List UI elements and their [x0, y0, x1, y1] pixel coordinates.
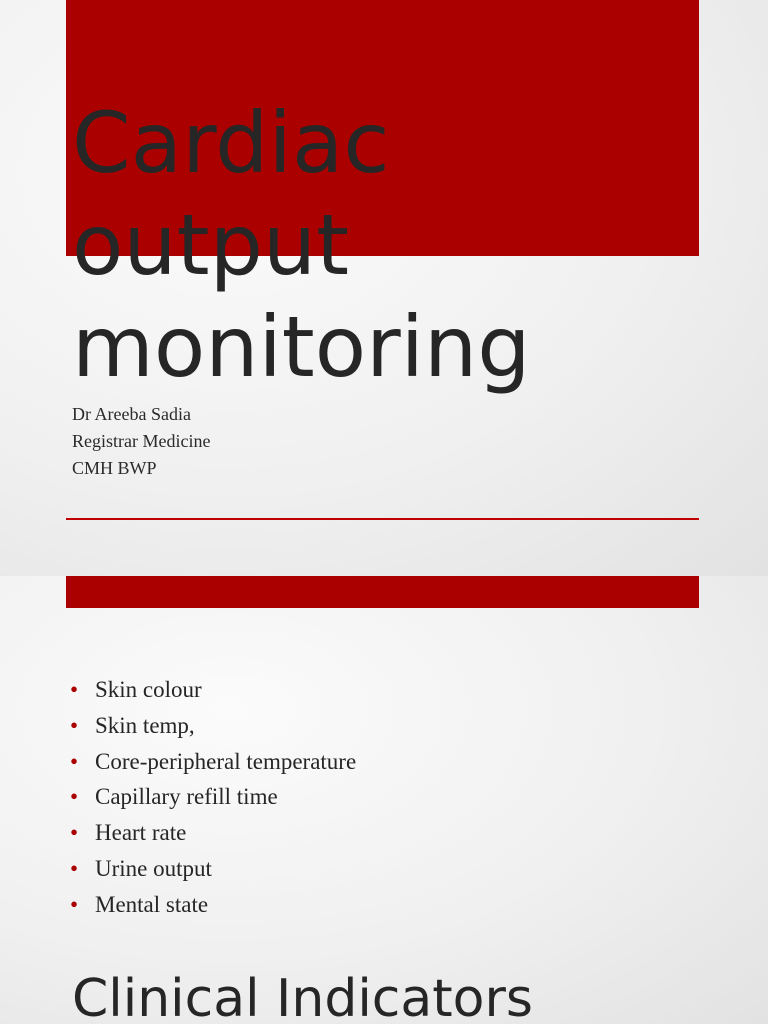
bullet-icon: •	[70, 784, 79, 810]
list-item	[70, 815, 356, 851]
bullet-icon: •	[70, 677, 79, 702]
slide-title	[72, 92, 692, 398]
list-item-text: Mental state	[95, 891, 209, 917]
title-line: monitoring	[72, 298, 531, 396]
list-item	[70, 851, 356, 887]
list-item-text: Heart rate	[95, 820, 187, 846]
list-item	[70, 887, 356, 923]
bullet-icon: •	[70, 855, 79, 881]
list-item-text: Skin colour	[95, 677, 202, 702]
list-item	[70, 708, 356, 744]
bullet-icon: •	[70, 712, 79, 738]
title-line: Cardiac	[72, 94, 390, 192]
list-item	[70, 672, 356, 708]
bullet-icon: •	[70, 891, 79, 917]
list-item-text: Core-peripheral temperature	[95, 748, 357, 774]
list-item-text: Urine output	[95, 855, 212, 881]
author-name: Dr Areeba Sadia	[72, 404, 191, 424]
list-item-text: Capillary refill time	[95, 784, 278, 810]
divider-line	[66, 518, 699, 520]
list-item-text: Skin temp,	[95, 712, 195, 738]
list-item	[70, 744, 356, 780]
indicator-list	[70, 672, 356, 923]
title-line: output	[72, 196, 350, 294]
header-accent-block	[66, 576, 699, 608]
author-affiliation: CMH BWP	[72, 458, 157, 478]
slide-heading: Clinical Indicators	[72, 969, 533, 1024]
bullet-icon: •	[70, 820, 79, 846]
author-role: Registrar Medicine	[72, 431, 211, 451]
list-item	[70, 779, 356, 815]
content-slide	[0, 576, 768, 1024]
bullet-icon: •	[70, 748, 79, 774]
author-block	[72, 401, 210, 482]
